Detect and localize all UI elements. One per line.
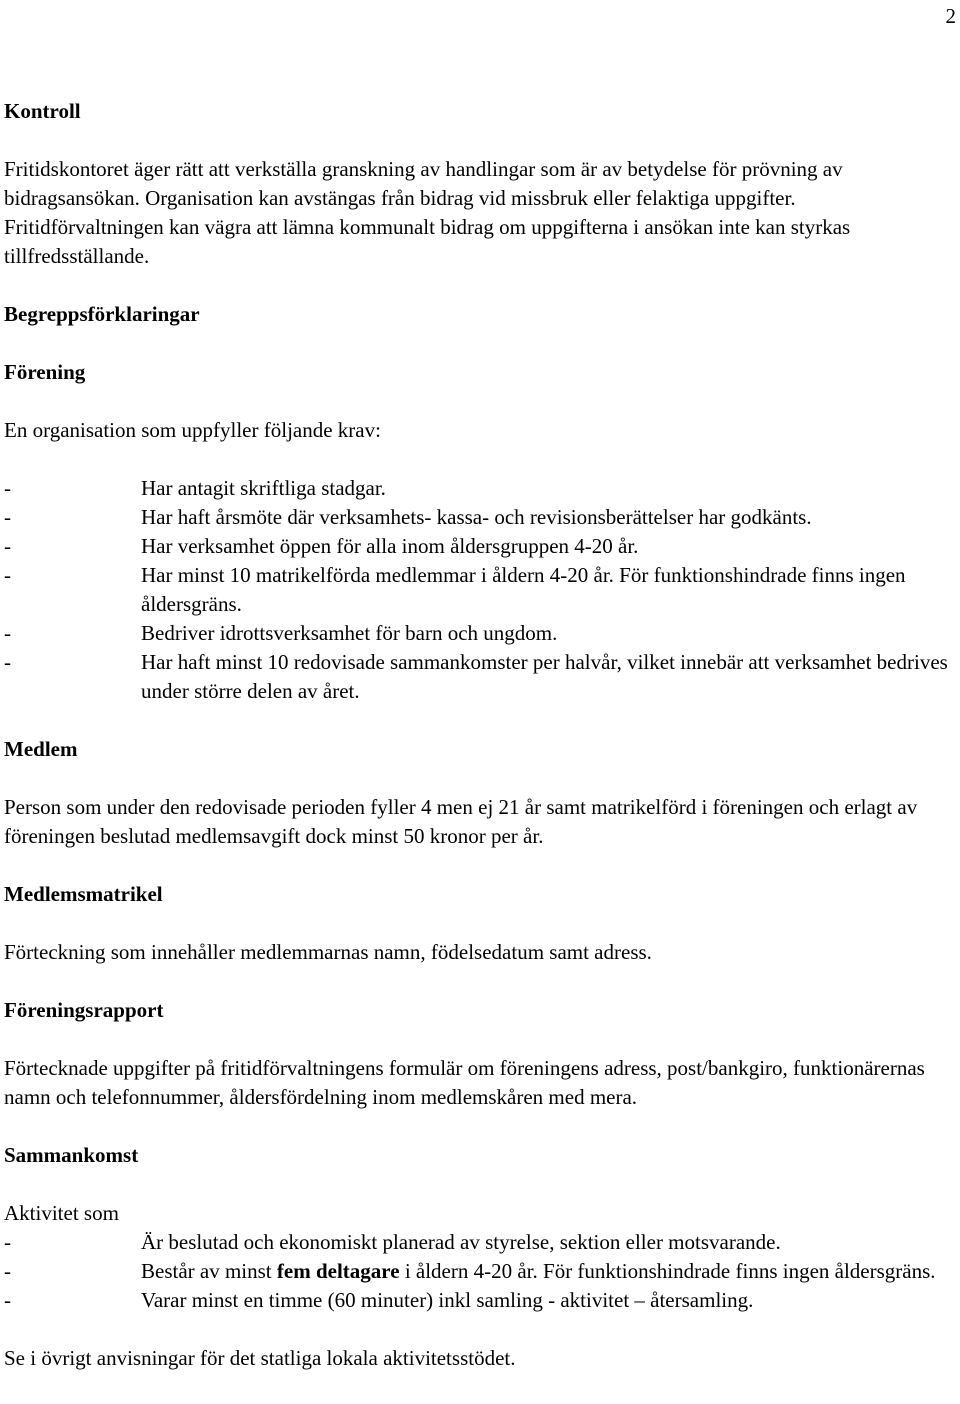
medlemsmatrikel-heading: Medlemsmatrikel — [4, 882, 163, 906]
forening-requirements-list — [4, 474, 956, 706]
dash-bullet: - — [4, 650, 11, 674]
list-item — [4, 1257, 956, 1286]
medlem-paragraph: Person som under den redovisade perioden fyller 4 men ej 21 år samt matrikelförd i föreningen och erlagt av föreningen beslutad medlemsavgift dock minst 50 kronor per år. — [4, 795, 918, 848]
kontroll-heading: Kontroll — [4, 99, 81, 123]
page-number: 2 — [945, 4, 956, 28]
list-item-text: Har haft årsmöte där verksamhets- kassa- och revisionsberättelser har godkänts. — [141, 505, 812, 529]
list-item-text: Är beslutad och ekonomiskt planerad av styrelse, sektion eller motsvarande. — [141, 1230, 781, 1254]
list-item — [4, 532, 956, 561]
dash-bullet: - — [4, 1288, 11, 1312]
list-item — [4, 561, 956, 619]
list-item-text-before: Består av minst — [141, 1259, 277, 1283]
dash-bullet: - — [4, 563, 11, 587]
list-item — [4, 619, 956, 648]
dash-bullet: - — [4, 476, 11, 500]
foreningsrapport-heading: Föreningsrapport — [4, 998, 164, 1022]
footer-note: Se i övrigt anvisningar för det statliga lokala aktivitetsstödet. — [4, 1346, 516, 1370]
dash-bullet: - — [4, 505, 11, 529]
sammankomst-heading: Sammankomst — [4, 1143, 139, 1167]
forening-intro: En organisation som uppfyller följande krav: — [4, 418, 381, 442]
list-item-text: Har minst 10 matrikelförda medlemmar i åldern 4-20 år. För funktionshindrade finns ingen åldersgräns. — [141, 563, 906, 616]
list-item — [4, 648, 956, 706]
forening-heading: Förening — [4, 360, 86, 384]
dash-bullet: - — [4, 621, 11, 645]
list-item — [4, 503, 956, 532]
list-item-emphasis: fem deltagare — [276, 1259, 400, 1283]
dash-bullet: - — [4, 534, 11, 558]
foreningsrapport-paragraph: Förtecknade uppgifter på fritidförvaltningens formulär om föreningens adress, post/bankgiro, funktionärernas namn och telefonnummer, åldersfördelning inom medlemskåren med mera. — [4, 1056, 925, 1109]
dash-bullet: - — [4, 1259, 11, 1283]
list-item-text: Har antagit skriftliga stadgar. — [141, 476, 386, 500]
list-item-text-after: i åldern 4-20 år. För funktionshindrade finns ingen åldersgräns. — [399, 1259, 936, 1283]
list-item-text: Har haft minst 10 redovisade sammankomster per halvår, vilket innebär att verksamhet bedrives under större delen av året. — [141, 650, 948, 703]
list-item-text: Har verksamhet öppen för alla inom åldersgruppen 4-20 år. — [141, 534, 639, 558]
kontroll-paragraph: Fritidskontoret äger rätt att verkställa granskning av handlingar som är av betydelse för prövning av bidragsansökan. Organisation kan avstängas från bidrag vid missbruk eller felaktiga uppgifter. Fritidförvaltningen kan vägra att lämna kommunalt bidrag om uppgifterna i ansökan inte kan styrkas tillfredsställande. — [4, 157, 851, 268]
begreppsforklaringar-heading: Begreppsförklaringar — [4, 302, 200, 326]
medlem-heading: Medlem — [4, 737, 78, 761]
list-item — [4, 1228, 956, 1257]
dash-bullet: - — [4, 1230, 11, 1254]
medlemsmatrikel-paragraph: Förteckning som innehåller medlemmarnas namn, födelsedatum samt adress. — [4, 940, 652, 964]
list-item-text: Bedriver idrottsverksamhet för barn och ungdom. — [141, 621, 558, 645]
list-item — [4, 1286, 956, 1315]
list-item-text: Varar minst en timme (60 minuter) inkl samling - aktivitet – återsamling. — [141, 1288, 754, 1312]
document-body — [4, 97, 956, 1373]
sammankomst-intro: Aktivitet som — [4, 1201, 119, 1225]
list-item — [4, 474, 956, 503]
sammankomst-criteria-list — [4, 1228, 956, 1315]
